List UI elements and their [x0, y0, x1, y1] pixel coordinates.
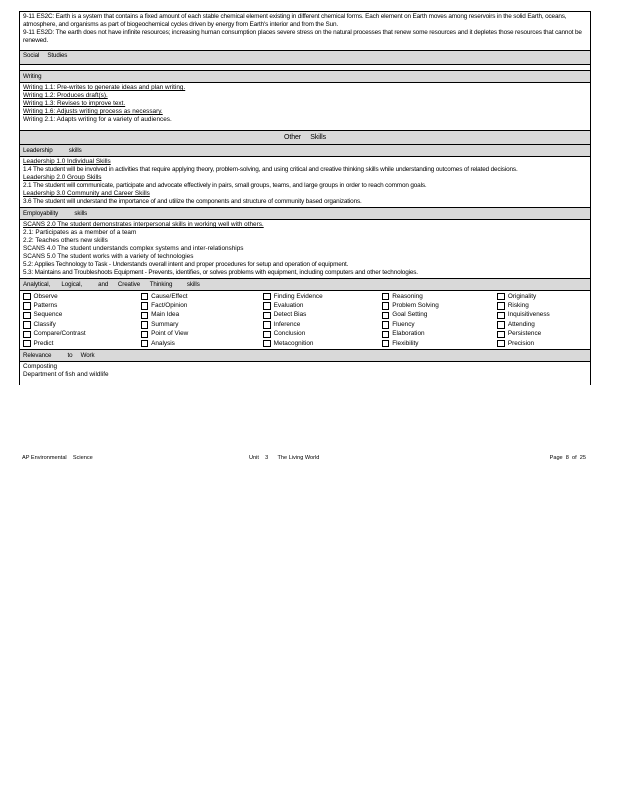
skills-column	[263, 292, 382, 348]
writing-list	[20, 83, 590, 125]
writing-item: Writing 1.2: Produces draft(s).	[23, 92, 108, 99]
skill-checkbox[interactable]: Metacognition	[263, 339, 382, 348]
checkbox-square[interactable]	[382, 331, 390, 339]
writing-item: Writing 1.3: Revises to improve text.	[23, 100, 126, 107]
checkbox-square[interactable]	[141, 340, 149, 348]
standard-es2c: 9-11 ES2C: Earth is a system that contains a fixed amount of each stable chemical element existing in different chemical forms. Each element on Earth moves among reservoirs in the solid Earth, oceans, atmosphere, and organisms as part of biogeochemical cycles driven by energy from Earth's interior and from the Sun.	[23, 13, 567, 28]
checkbox-square[interactable]	[23, 321, 31, 329]
employability-line: 5.2: Applies Technology to Task - Understands overall intent and proper procedures for setup and operation of equipment.	[23, 261, 349, 268]
science-standards	[20, 12, 590, 46]
checkbox-square[interactable]	[23, 312, 31, 320]
relevance-list	[20, 362, 590, 385]
skill-checkbox[interactable]: Analysis	[141, 339, 264, 348]
writing-header: Writing	[20, 70, 590, 83]
checkbox-square[interactable]	[382, 302, 390, 310]
skill-checkbox[interactable]: Point of View	[141, 330, 264, 339]
employability-line: SCANS 2.0 The student demonstrates interpersonal skills in working well with others.	[23, 221, 264, 228]
writing-item: Writing 2.1: Adapts writing for a variety of audiences.	[23, 116, 172, 123]
footer-course: AP Environmental Science	[22, 455, 93, 461]
other-skills-header: Other Skills	[20, 130, 590, 145]
employability-list	[20, 220, 590, 278]
checkbox-square[interactable]	[497, 331, 505, 339]
skill-checkbox[interactable]: Cause/Effect	[141, 292, 264, 301]
checkbox-square[interactable]	[141, 302, 149, 310]
checkbox-square[interactable]	[263, 321, 271, 329]
leadership-line: Leadership 3.0 Community and Career Skills	[23, 190, 150, 197]
analytical-header: Analytical, Logical, and Creative Thinking skills	[20, 278, 590, 291]
checkbox-square[interactable]	[497, 302, 505, 310]
skill-checkbox[interactable]: Inquisitiveness	[497, 311, 587, 320]
checkbox-square[interactable]	[141, 312, 149, 320]
leadership-list	[20, 157, 590, 207]
checkbox-square[interactable]	[23, 293, 31, 301]
relevance-item: Department of fish and wildlife	[23, 371, 109, 379]
skill-checkbox[interactable]: Evaluation	[263, 301, 382, 310]
skill-checkbox[interactable]: Goal Setting	[382, 311, 498, 320]
checkbox-square[interactable]	[141, 331, 149, 339]
checkbox-square[interactable]	[382, 312, 390, 320]
checkbox-square[interactable]	[497, 321, 505, 329]
skill-checkbox[interactable]: Compare/Contrast	[23, 330, 141, 339]
page-footer	[22, 453, 586, 463]
leadership-line: Leadership 1.0 Individual Skills	[23, 158, 111, 165]
thinking-skills-grid	[20, 291, 590, 349]
skills-column	[497, 292, 587, 348]
skill-checkbox[interactable]: Main Idea	[141, 311, 264, 320]
checkbox-square[interactable]	[263, 340, 271, 348]
checkbox-square[interactable]	[263, 293, 271, 301]
employability-line: SCANS 5.0 The student works with a variety of technologies	[23, 253, 194, 260]
relevance-header: Relevance to Work	[20, 349, 590, 362]
standard-es2d: 9-11 ES2D: The earth does not have infinite resources; increasing human consumption places severe stress on the natural processes that renew some resources and it depletes those resources that cannot be renewed.	[23, 29, 582, 44]
social-studies-header: Social Studies	[20, 50, 590, 65]
leadership-header: Leadership skills	[20, 145, 590, 157]
skill-checkbox[interactable]: Classify	[23, 320, 141, 329]
skill-checkbox[interactable]: Persistence	[497, 330, 587, 339]
checkbox-square[interactable]	[23, 331, 31, 339]
checkbox-square[interactable]	[23, 302, 31, 310]
skill-checkbox[interactable]: Attending	[497, 320, 587, 329]
skill-checkbox[interactable]: Summary	[141, 320, 264, 329]
leadership-line: 3.6 The student will understand the importance of and utilize the components and structure of community based organizations.	[23, 198, 362, 205]
skills-column	[382, 292, 498, 348]
skill-checkbox[interactable]: Precision	[497, 339, 587, 348]
checkbox-square[interactable]	[263, 312, 271, 320]
leadership-line: 1.4 The student will be involved in activities that require applying theory, problem-solving, and using critical and creative thinking skills while understanding outcomes of related decisions.	[23, 166, 518, 173]
skill-checkbox[interactable]: Fluency	[382, 320, 498, 329]
writing-item: Writing 1.6: Adjusts writing process as necessary.	[23, 108, 163, 115]
relevance-item: Composting	[23, 363, 58, 371]
skills-column	[141, 292, 264, 348]
checkbox-square[interactable]	[263, 331, 271, 339]
footer-unit: Unit 3 The Living World	[249, 455, 320, 461]
skill-checkbox[interactable]: Inference	[263, 320, 382, 329]
checkbox-square[interactable]	[382, 293, 390, 301]
skill-checkbox[interactable]: Originality	[497, 292, 587, 301]
checkbox-square[interactable]	[382, 340, 390, 348]
employability-line: 2.2: Teaches others new skills	[23, 237, 108, 244]
leadership-line: 2.1 The student will communicate, participate and advocate effectively in pairs, small groups, teams, and large groups in order to reach common goals.	[23, 182, 427, 189]
checkbox-square[interactable]	[497, 340, 505, 348]
skill-checkbox[interactable]: Flexibility	[382, 339, 498, 348]
employability-header: Employability skills	[20, 207, 590, 220]
skill-checkbox[interactable]: Elaboration	[382, 330, 498, 339]
document-table	[19, 11, 591, 385]
footer-page-number: Page 8 of 25	[549, 455, 586, 461]
employability-line: SCANS 4.0 The student understands complex systems and inter-relationships	[23, 245, 244, 252]
skills-column	[23, 292, 141, 348]
checkbox-square[interactable]	[263, 302, 271, 310]
skill-checkbox[interactable]: Problem Solving	[382, 301, 498, 310]
checkbox-square[interactable]	[497, 312, 505, 320]
skill-checkbox[interactable]: Sequence	[23, 311, 141, 320]
skill-checkbox[interactable]: Patterns	[23, 301, 141, 310]
skill-checkbox[interactable]: Predict	[23, 339, 141, 348]
leadership-line: Leadership 2.0 Group Skills	[23, 174, 102, 181]
employability-line: 2.1: Participates as a member of a team	[23, 229, 137, 236]
writing-item: Writing 1.1: Pre-writes to generate ideas and plan writing.	[23, 84, 186, 91]
skill-checkbox[interactable]: Conclusion	[263, 330, 382, 339]
checkbox-square[interactable]	[497, 293, 505, 301]
skill-checkbox[interactable]: Fact/Opinion	[141, 301, 264, 310]
checkbox-square[interactable]	[23, 340, 31, 348]
employability-line: 5.3: Maintains and Troubleshoots Equipment - Prevents, identifies, or solves problems with equipment, including computers and other technologies.	[23, 269, 418, 276]
checkbox-square[interactable]	[141, 293, 149, 301]
skill-checkbox[interactable]: Risking	[497, 301, 587, 310]
skill-checkbox[interactable]: Observe	[23, 292, 141, 301]
skill-checkbox[interactable]: Finding Evidence	[263, 292, 382, 301]
checkbox-square[interactable]	[141, 321, 149, 329]
skill-checkbox[interactable]: Detect Bias	[263, 311, 382, 320]
checkbox-square[interactable]	[382, 321, 390, 329]
skill-checkbox[interactable]: Reasoning	[382, 292, 498, 301]
